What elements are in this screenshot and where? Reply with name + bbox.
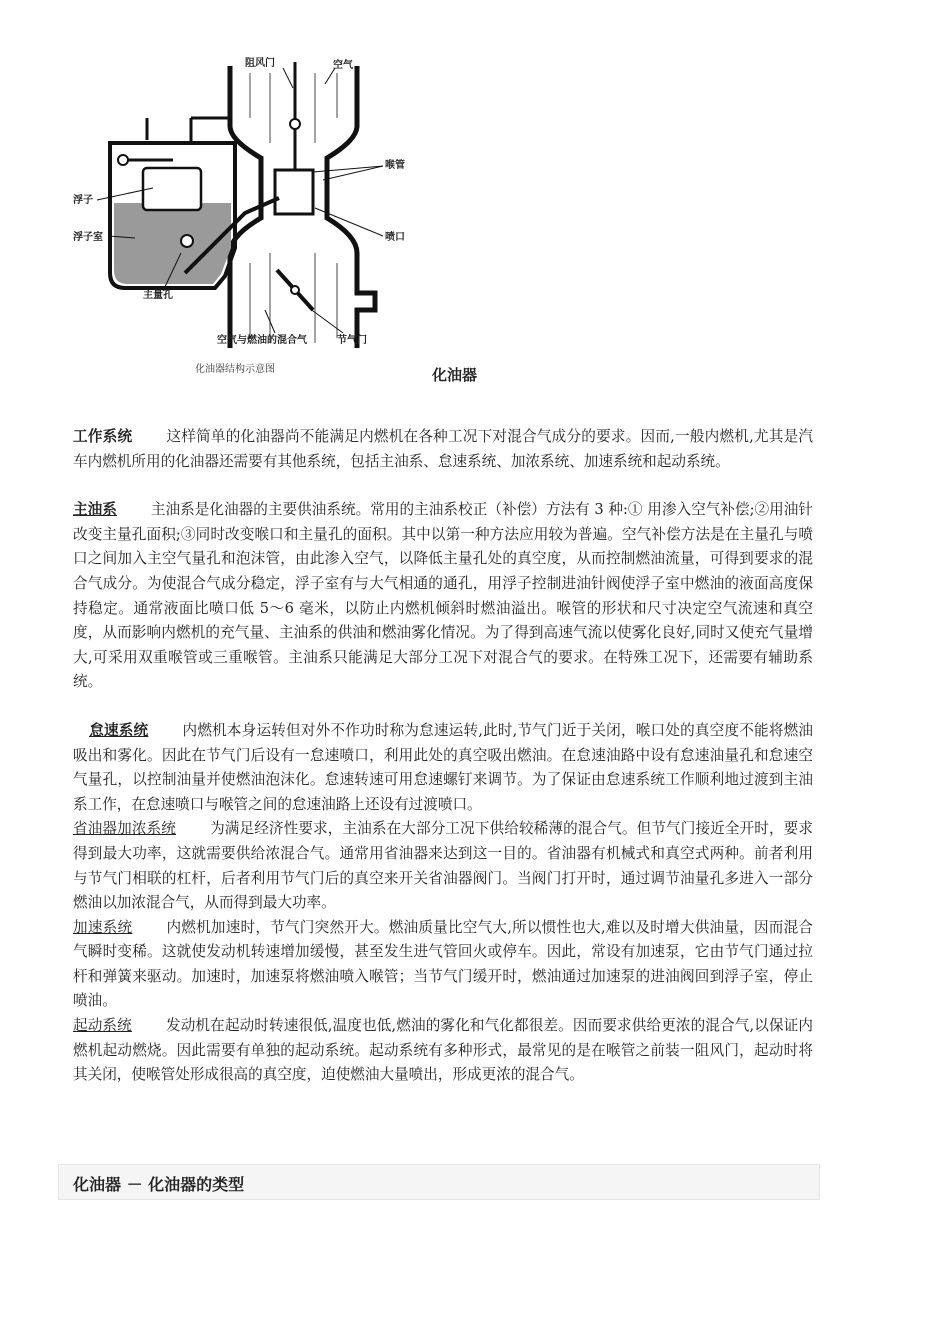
term-starting-system[interactable]: 起动系统 <box>73 1017 132 1035</box>
paragraph-starting-system <box>73 1014 813 1088</box>
label-float-chamber: 浮子室 <box>73 232 103 243</box>
label-nozzle: 喷口 <box>385 232 405 243</box>
figure-subtitle: 化油器结构示意图 <box>195 364 275 375</box>
article-body <box>73 425 813 1088</box>
label-float: 浮子 <box>73 195 93 206</box>
section-title: 化油器 － 化油器的类型 <box>73 1175 245 1194</box>
section-header <box>58 1164 820 1200</box>
label-mixture: 空气与燃油的混合气 <box>217 335 307 346</box>
label-main-jet: 主量孔 <box>143 290 173 301</box>
float <box>143 168 201 210</box>
label-leaders <box>97 68 383 333</box>
term-work-system: 工作系统 <box>73 428 133 445</box>
choke-pivot <box>290 119 300 129</box>
term-enrichment-system[interactable]: 省油器加浓系统 <box>73 820 176 838</box>
text-starting-system: 发动机在起动时转速很低,温度也低,燃油的雾化和气化都很差。因而要求供给更浓的混合气,以保证内燃机起动燃烧。因此需要有单独的起动系统。起动系统有多种形式，最常见的是在喉管之前装一阻风门，起动时将其关闭，使喉管处形成很高的真空度，迫使燃油大量喷出，形成更浓的混合气。 <box>73 1017 813 1084</box>
right-throat-wall <box>327 66 375 348</box>
term-idle-system[interactable]: 怠速系统 <box>89 721 149 739</box>
paragraph-main-oil-system <box>73 498 813 695</box>
label-choke: 阻风门 <box>245 58 275 69</box>
term-acceleration-system[interactable]: 加速系统 <box>73 918 133 936</box>
paragraph-work-system <box>73 425 813 474</box>
label-venturi: 喉管 <box>385 160 405 171</box>
throttle-pivot <box>291 286 299 294</box>
label-throttle: 节气门 <box>337 335 367 346</box>
term-main-oil-system[interactable]: 主油系 <box>73 501 117 519</box>
venturi-box <box>275 170 313 214</box>
paragraph-idle-system <box>73 719 813 817</box>
text-main-oil-system: 主油系是化油器的主要供油系统。常用的主油系校正（补偿）方法有 3 种:① 用渗入空气补偿;②用油针改变主量孔面积;③同时改变喉口和主量孔的面积。其中以第一种方法应用较为普遍。空气补偿方法是在主量孔与喷口之间加入主空气量孔和泡沫管，由此渗入空气，以降低主量孔处的真空度，从而控制燃油流量，可得到要求的混合气成分。为使混合气成分稳定，浮子室有与大气相通的通孔，用浮子控制进油针阀使浮子室中燃油的液面高度保持稳定。通常液面比喷口低 5～6 毫米，以防止内燃机倾斜时燃油溢出。喉管的形状和尺寸决定空气流速和真空度，从而影响内燃机的充气量、主油系的供油和燃油雾化情况。为了得到高速气流以使雾化良好,同时又使充气量增大,可采用双重喉管或三重喉管。主油系只能满足大部分工况下对混合气的要求。在特殊工况下，还需要有辅助系统。 <box>73 501 813 691</box>
text-enrichment-system: 为满足经济性要求，主油系在大部分工况下供给较稀薄的混合气。但节气门接近全开时，要求得到最大功率，这就需要供给浓混合气。通常用省油器来达到这一目的。省油器有机械式和真空式两种。前者利用与节气门相联的杠杆，后者利用节气门后的真空来开关省油器阀门。当阀门打开时，通过调节油量孔多进入一部分燃油以加浓混合气，从而得到最大功率。 <box>73 820 813 912</box>
text-acceleration-system: 内燃机加速时，节气门突然开大。燃油质量比空气大,所以惯性也大,难以及时增大供油量，因而混合气瞬时变稀。这就使发动机转速增加缓慢，甚至发生进气管回火或停车。因此，常设有加速泵，它由节气门通过拉杆和弹簧来驱动。加速时，加速泵将燃油喷入喉管；当节气门缓开时，燃油通过加速泵的进油阀回到浮子室，停止喷油。 <box>73 918 813 1010</box>
carburetor-schematic <box>65 48 435 378</box>
figure-caption: 化油器 <box>432 366 478 384</box>
text-idle-system: 内燃机本身运转但对外不作功时称为怠速运转,此时,节气门近于关闭，喉口处的真空度不能将燃油吸出和雾化。因此在节气门后设有一怠速喷口，利用此处的真空吸出燃油。在怠速油路中设有怠速油量孔和怠速空气量孔，以控制油量并使燃油泡沫化。怠速转速可用怠速螺钉来调节。为了保证由怠速系统工作顺利地过渡到主油系工作，在怠速喷口与喉管之间的怠速油路上还设有过渡喷口。 <box>73 721 813 813</box>
paragraph-enrichment-system <box>73 817 813 915</box>
main-jet <box>181 235 193 247</box>
carburetor-diagram <box>65 48 435 378</box>
label-air: 空气 <box>333 60 353 71</box>
float-hinge <box>118 155 128 165</box>
paragraph-acceleration-system <box>73 916 813 1014</box>
text-work-system: 这样简单的化油器尚不能满足内燃机在各种工况下对混合气成分的要求。因而,一般内燃机,尤其是汽车内燃机所用的化油器还需要有其他系统，包括主油系、怠速系统、加浓系统、加速系统和起动系统。 <box>73 428 813 470</box>
